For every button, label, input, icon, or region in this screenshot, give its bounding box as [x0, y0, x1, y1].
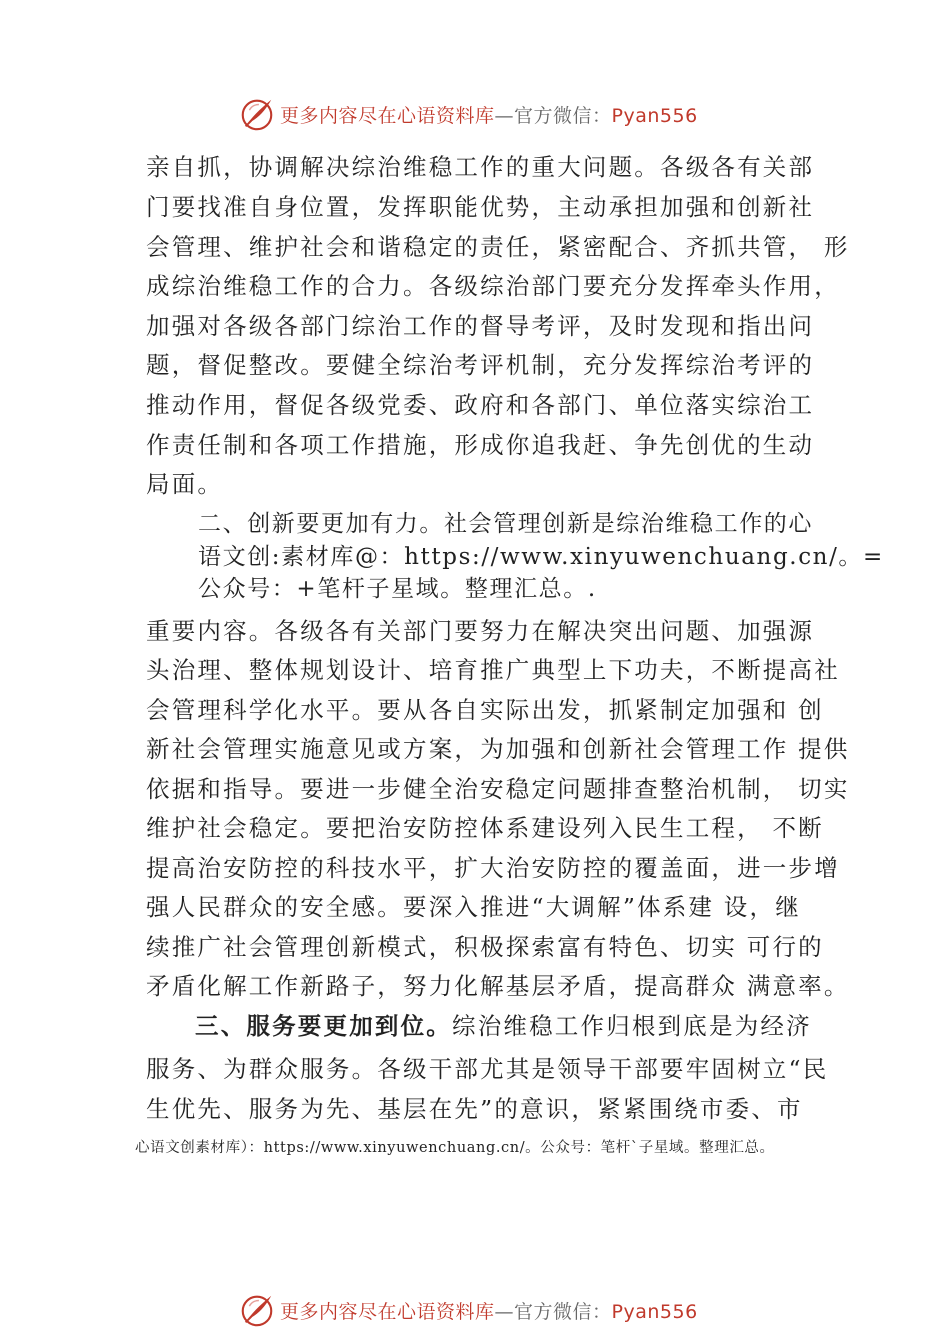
text-line: 成综治维稳工作的合力。各级综治部门要充分发挥牵头作用， — [146, 272, 840, 300]
section-3-first-line — [195, 1012, 812, 1040]
header-watermark-banner — [0, 92, 950, 136]
footer-watermark-banner — [0, 1288, 950, 1332]
quill-logo-icon — [238, 1291, 276, 1329]
text-line: 门要找准自身位置，发挥职能优势，主动承担加强和创新社 — [146, 193, 815, 221]
text-line: 提高治安防控的科技水平，扩大治安防控的覆盖面，进一步增 — [146, 854, 840, 882]
text-line: 生优先、服务为先、基层在先”的意识，紧紧围绕市委、市 — [146, 1095, 803, 1123]
banner-prefix: 更多内容尽在心语资料库 — [280, 1300, 495, 1323]
notice-line: 公众号：+笔杆子星域。整理汇总。. — [198, 576, 597, 602]
banner-dash: — — [494, 104, 515, 127]
text-line: 强人民群众的安全感。要深入推进“大调解”体系建 设，继 — [146, 893, 801, 921]
text-line: 作责任制和各项工作措施，形成你追我赶、争先创优的生动 — [146, 431, 815, 459]
text-line: 会管理、维护社会和谐稳定的责任，紧密配合、齐抓共管， 形 — [146, 233, 850, 261]
notice-line: 二、创新要更加有力。社会管理创新是综治维稳工作的心 — [198, 511, 813, 537]
text-line: 矛盾化解工作新路子，努力化解基层矛盾，提高群众 满意率。 — [146, 972, 850, 1000]
banner-official: 官方微信： — [514, 104, 612, 127]
text-line: 维护社会稳定。要把治安防控体系建设列入民生工程， 不断 — [146, 814, 824, 842]
notice-line: 语文创:素材库@：https://www.xinyuwenchuang.cn/。= — [198, 544, 884, 570]
text-line: 亲自抓，协调解决综治维稳工作的重大问题。各级各有关部 — [146, 153, 815, 181]
banner-wechat-id: Pyan556 — [611, 104, 698, 127]
text-line: 续推广社会管理创新模式，积极探索富有特色、切实 可行的 — [146, 933, 824, 961]
banner-prefix: 更多内容尽在心语资料库 — [280, 104, 495, 127]
text-line: 重要内容。各级各有关部门要努力在解决突出问题、加强源 — [146, 617, 815, 645]
header-banner-text — [280, 101, 698, 128]
text-line: 新社会管理实施意见或方案，为加强和创新社会管理工作 提供 — [146, 735, 850, 763]
text-line: 加强对各级各部门综治工作的督导考评，及时发现和指出问 — [146, 312, 815, 340]
section-3-line1-rest: 综治维稳工作归根到底是为经济 — [452, 1012, 812, 1040]
text-line: 依据和指导。要进一步健全治安稳定问题排查整治机制， 切实 — [146, 775, 850, 803]
text-line: 局面。 — [146, 470, 224, 498]
section-3-heading: 三、服务要更加到位。 — [195, 1012, 452, 1040]
text-line: 推动作用，督促各级党委、政府和各部门、单位落实综治工 — [146, 391, 815, 419]
quill-logo-icon — [238, 95, 276, 133]
footer-banner-text — [280, 1297, 698, 1324]
text-line: 服务、为群众服务。各级干部尤其是领导干部要牢固树立“民 — [146, 1055, 829, 1083]
banner-dash: — — [494, 1300, 515, 1323]
text-line: 头治理、整体规划设计、培育推广典型上下功夫，不断提高社 — [146, 656, 840, 684]
banner-wechat-id: Pyan556 — [611, 1300, 698, 1323]
text-line: 会管理科学化水平。要从各自实际出发，抓紧制定加强和 创 — [146, 696, 824, 724]
banner-official: 官方微信： — [514, 1300, 612, 1323]
text-line: 题，督促整改。要健全综治考评机制，充分发挥综治考评的 — [146, 351, 815, 379]
source-footnote: 心语文创素材库）：https://www.xinyuwenchuang.cn/。公众号：笔杆`子星域。整理汇总。 — [135, 1140, 775, 1156]
